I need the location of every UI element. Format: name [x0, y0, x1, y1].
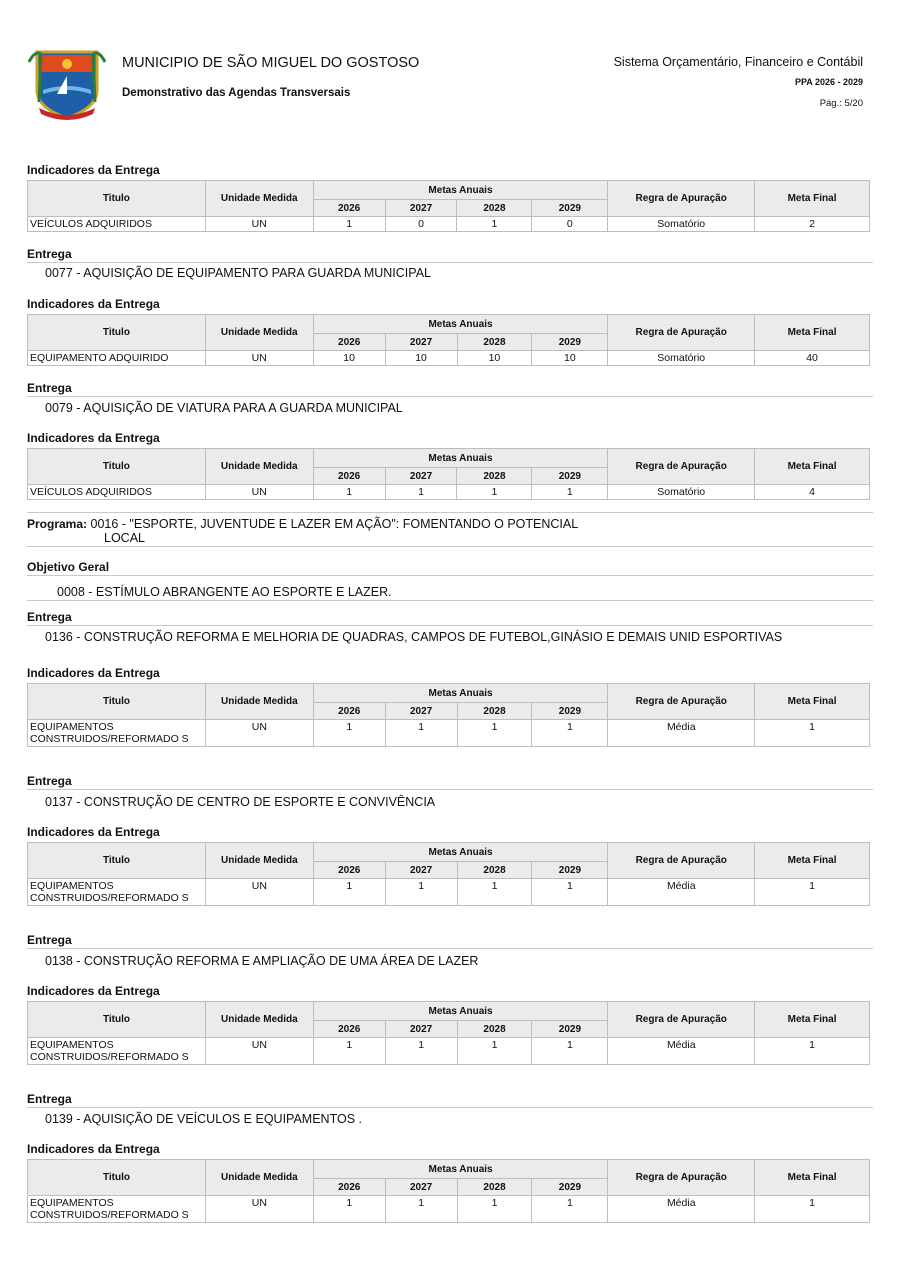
col-year: 2026: [313, 1179, 385, 1196]
cell-2029: 1: [532, 879, 608, 906]
col-year: 2028: [457, 200, 532, 217]
col-year: 2028: [457, 334, 532, 351]
indicators-table: [27, 683, 873, 747]
indicators-label: Indicadores da Entrega: [27, 431, 160, 445]
cell-2027: 10: [385, 351, 457, 366]
col-year: 2029: [532, 862, 608, 879]
col-year: 2027: [385, 200, 457, 217]
cell-regra: Somatório: [608, 351, 755, 366]
cell-2026: 1: [313, 217, 385, 232]
table-row: [28, 217, 870, 232]
cell-2027: 1: [385, 879, 457, 906]
indicators-table: [27, 1159, 873, 1223]
table-row: [28, 1196, 870, 1223]
indicators-label: Indicadores da Entrega: [27, 666, 160, 680]
cell-meta-final: 1: [755, 1196, 870, 1223]
col-regra: Regra de Apuração: [608, 181, 755, 217]
col-metas: Metas Anuais: [313, 315, 608, 334]
col-year: 2029: [532, 1179, 608, 1196]
col-unidade: Unidade Medida: [205, 684, 313, 720]
cell-titulo: VEÍCULOS ADQUIRIDOS: [28, 217, 206, 232]
cell-meta-final: 40: [755, 351, 870, 366]
col-year: 2026: [313, 1021, 385, 1038]
col-meta-final: Meta Final: [755, 843, 870, 879]
cell-regra: Somatório: [608, 217, 755, 232]
col-year: 2026: [313, 703, 385, 720]
entrega-description: 0077 - AQUISIÇÃO DE EQUIPAMENTO PARA GUARDA MUNICIPAL: [45, 266, 431, 280]
col-year: 2027: [385, 703, 457, 720]
cell-2028: 1: [457, 485, 532, 500]
cell-2026: 1: [313, 1196, 385, 1223]
col-metas: Metas Anuais: [313, 1160, 608, 1179]
cell-2029: 1: [532, 485, 608, 500]
entrega-description: 0139 - AQUISIÇÃO DE VEÍCULOS E EQUIPAMENTOS .: [45, 1112, 362, 1126]
indicators-label: Indicadores da Entrega: [27, 163, 160, 177]
col-meta-final: Meta Final: [755, 1160, 870, 1196]
indicators-label: Indicadores da Entrega: [27, 984, 160, 998]
col-year: 2028: [457, 1179, 532, 1196]
col-meta-final: Meta Final: [755, 1002, 870, 1038]
indicators-table: [27, 314, 873, 366]
page-number: Pág.: 5/20: [819, 98, 863, 109]
col-titulo: Titulo: [28, 684, 206, 720]
indicators-label: Indicadores da Entrega: [27, 1142, 160, 1156]
cell-unidade: UN: [205, 217, 313, 232]
cell-unidade: UN: [205, 720, 313, 747]
col-year: 2026: [313, 468, 385, 485]
cell-regra: Média: [608, 720, 755, 747]
col-metas: Metas Anuais: [313, 181, 608, 200]
col-titulo: Titulo: [28, 181, 206, 217]
col-year: 2028: [457, 468, 532, 485]
indicators-table: [27, 448, 873, 500]
col-year: 2027: [385, 862, 457, 879]
programa-title-cont: LOCAL: [104, 531, 145, 545]
indicators-table: [27, 180, 873, 232]
cell-unidade: UN: [205, 351, 313, 366]
col-regra: Regra de Apuração: [608, 1002, 755, 1038]
cell-2026: 1: [313, 1038, 385, 1065]
col-unidade: Unidade Medida: [205, 1002, 313, 1038]
col-titulo: Titulo: [28, 449, 206, 485]
entrega-description: 0079 - AQUISIÇÃO DE VIATURA PARA A GUARDA MUNICIPAL: [45, 401, 403, 415]
cell-regra: Somatório: [608, 485, 755, 500]
objetivo-label: Objetivo Geral: [27, 560, 873, 576]
col-year: 2029: [532, 334, 608, 351]
cell-2028: 1: [457, 217, 532, 232]
cell-titulo: EQUIPAMENTOS CONSTRUIDOS/REFORMADO S: [28, 1038, 206, 1065]
col-regra: Regra de Apuração: [608, 684, 755, 720]
cell-2027: 1: [385, 485, 457, 500]
cell-titulo: VEÍCULOS ADQUIRIDOS: [28, 485, 206, 500]
col-unidade: Unidade Medida: [205, 843, 313, 879]
cell-2027: 1: [385, 1196, 457, 1223]
cell-meta-final: 1: [755, 720, 870, 747]
col-unidade: Unidade Medida: [205, 181, 313, 217]
col-year: 2029: [532, 703, 608, 720]
col-titulo: Titulo: [28, 315, 206, 351]
cell-unidade: UN: [205, 485, 313, 500]
indicators-label: Indicadores da Entrega: [27, 825, 160, 839]
col-metas: Metas Anuais: [313, 1002, 608, 1021]
indicators-table: [27, 1001, 873, 1065]
col-meta-final: Meta Final: [755, 684, 870, 720]
cell-2027: 0: [385, 217, 457, 232]
cell-2028: 1: [457, 1196, 532, 1223]
cell-meta-final: 2: [755, 217, 870, 232]
col-metas: Metas Anuais: [313, 449, 608, 468]
document-title: Demonstrativo das Agendas Transversais: [122, 87, 351, 99]
cell-2029: 0: [532, 217, 608, 232]
table-row: [28, 351, 870, 366]
cell-2029: 10: [532, 351, 608, 366]
cell-unidade: UN: [205, 1196, 313, 1223]
table-row: [28, 720, 870, 747]
col-year: 2026: [313, 200, 385, 217]
col-year: 2028: [457, 862, 532, 879]
cell-2029: 1: [532, 1038, 608, 1065]
system-name: Sistema Orçamentário, Financeiro e Contábil: [613, 55, 863, 69]
entrega-label: Entrega: [27, 1092, 873, 1108]
indicators-label: Indicadores da Entrega: [27, 297, 160, 311]
cell-unidade: UN: [205, 879, 313, 906]
programa-block: [27, 512, 873, 547]
cell-2027: 1: [385, 1038, 457, 1065]
ppa-period: PPA 2026 - 2029: [794, 77, 863, 87]
entrega-label: Entrega: [27, 610, 873, 626]
municipality-name: MUNICIPIO DE SÃO MIGUEL DO GOSTOSO: [122, 55, 420, 71]
cell-2027: 1: [385, 720, 457, 747]
col-meta-final: Meta Final: [755, 181, 870, 217]
col-meta-final: Meta Final: [755, 449, 870, 485]
col-titulo: Titulo: [28, 843, 206, 879]
col-year: 2028: [457, 703, 532, 720]
entrega-description: 0138 - CONSTRUÇÃO REFORMA E AMPLIAÇÃO DE UMA ÁREA DE LAZER: [45, 954, 479, 968]
col-year: 2029: [532, 468, 608, 485]
entrega-label: Entrega: [27, 247, 873, 263]
table-row: [28, 879, 870, 906]
programa-label: Programa:: [27, 517, 88, 531]
cell-2029: 1: [532, 1196, 608, 1223]
col-year: 2027: [385, 468, 457, 485]
table-row: [28, 485, 870, 500]
cell-2026: 10: [313, 351, 385, 366]
col-year: 2027: [385, 1021, 457, 1038]
entrega-description: 0136 - CONSTRUÇÃO REFORMA E MELHORIA DE QUADRAS, CAMPOS DE FUTEBOL,GINÁSIO E DEMAIS UNID ESPORTIVAS: [45, 630, 783, 644]
cell-2028: 1: [457, 1038, 532, 1065]
col-unidade: Unidade Medida: [205, 1160, 313, 1196]
programa-title: 0016 - "ESPORTE, JUVENTUDE E LAZER EM AÇÃO": FOMENTANDO O POTENCIAL: [90, 517, 579, 531]
indicators-table: [27, 842, 873, 906]
col-regra: Regra de Apuração: [608, 449, 755, 485]
cell-2026: 1: [313, 720, 385, 747]
col-regra: Regra de Apuração: [608, 315, 755, 351]
cell-titulo: EQUIPAMENTO ADQUIRIDO: [28, 351, 206, 366]
cell-regra: Média: [608, 879, 755, 906]
cell-2029: 1: [532, 720, 608, 747]
table-row: [28, 1038, 870, 1065]
col-year: 2027: [385, 1179, 457, 1196]
col-year: 2027: [385, 334, 457, 351]
cell-meta-final: 1: [755, 1038, 870, 1065]
cell-2028: 1: [457, 879, 532, 906]
municipal-coat-of-arms-icon: [27, 42, 107, 120]
col-titulo: Titulo: [28, 1160, 206, 1196]
col-unidade: Unidade Medida: [205, 315, 313, 351]
col-year: 2029: [532, 200, 608, 217]
cell-2028: 10: [457, 351, 532, 366]
entrega-label: Entrega: [27, 933, 873, 949]
col-year: 2026: [313, 334, 385, 351]
entrega-label: Entrega: [27, 381, 873, 397]
col-unidade: Unidade Medida: [205, 449, 313, 485]
col-year: 2026: [313, 862, 385, 879]
col-titulo: Titulo: [28, 1002, 206, 1038]
cell-regra: Média: [608, 1038, 755, 1065]
col-year: 2029: [532, 1021, 608, 1038]
cell-2026: 1: [313, 485, 385, 500]
cell-meta-final: 1: [755, 879, 870, 906]
cell-2026: 1: [313, 879, 385, 906]
col-meta-final: Meta Final: [755, 315, 870, 351]
cell-meta-final: 4: [755, 485, 870, 500]
col-metas: Metas Anuais: [313, 843, 608, 862]
col-regra: Regra de Apuração: [608, 843, 755, 879]
cell-regra: Média: [608, 1196, 755, 1223]
cell-2028: 1: [457, 720, 532, 747]
col-metas: Metas Anuais: [313, 684, 608, 703]
cell-titulo: EQUIPAMENTOS CONSTRUIDOS/REFORMADO S: [28, 879, 206, 906]
cell-titulo: EQUIPAMENTOS CONSTRUIDOS/REFORMADO S: [28, 1196, 206, 1223]
entrega-label: Entrega: [27, 774, 873, 790]
entrega-description: 0137 - CONSTRUÇÃO DE CENTRO DE ESPORTE E CONVIVÊNCIA: [45, 795, 436, 809]
col-year: 2028: [457, 1021, 532, 1038]
cell-titulo: EQUIPAMENTOS CONSTRUIDOS/REFORMADO S: [28, 720, 206, 747]
col-regra: Regra de Apuração: [608, 1160, 755, 1196]
objetivo-description: 0008 - ESTÍMULO ABRANGENTE AO ESPORTE E LAZER.: [27, 585, 873, 601]
cell-unidade: UN: [205, 1038, 313, 1065]
